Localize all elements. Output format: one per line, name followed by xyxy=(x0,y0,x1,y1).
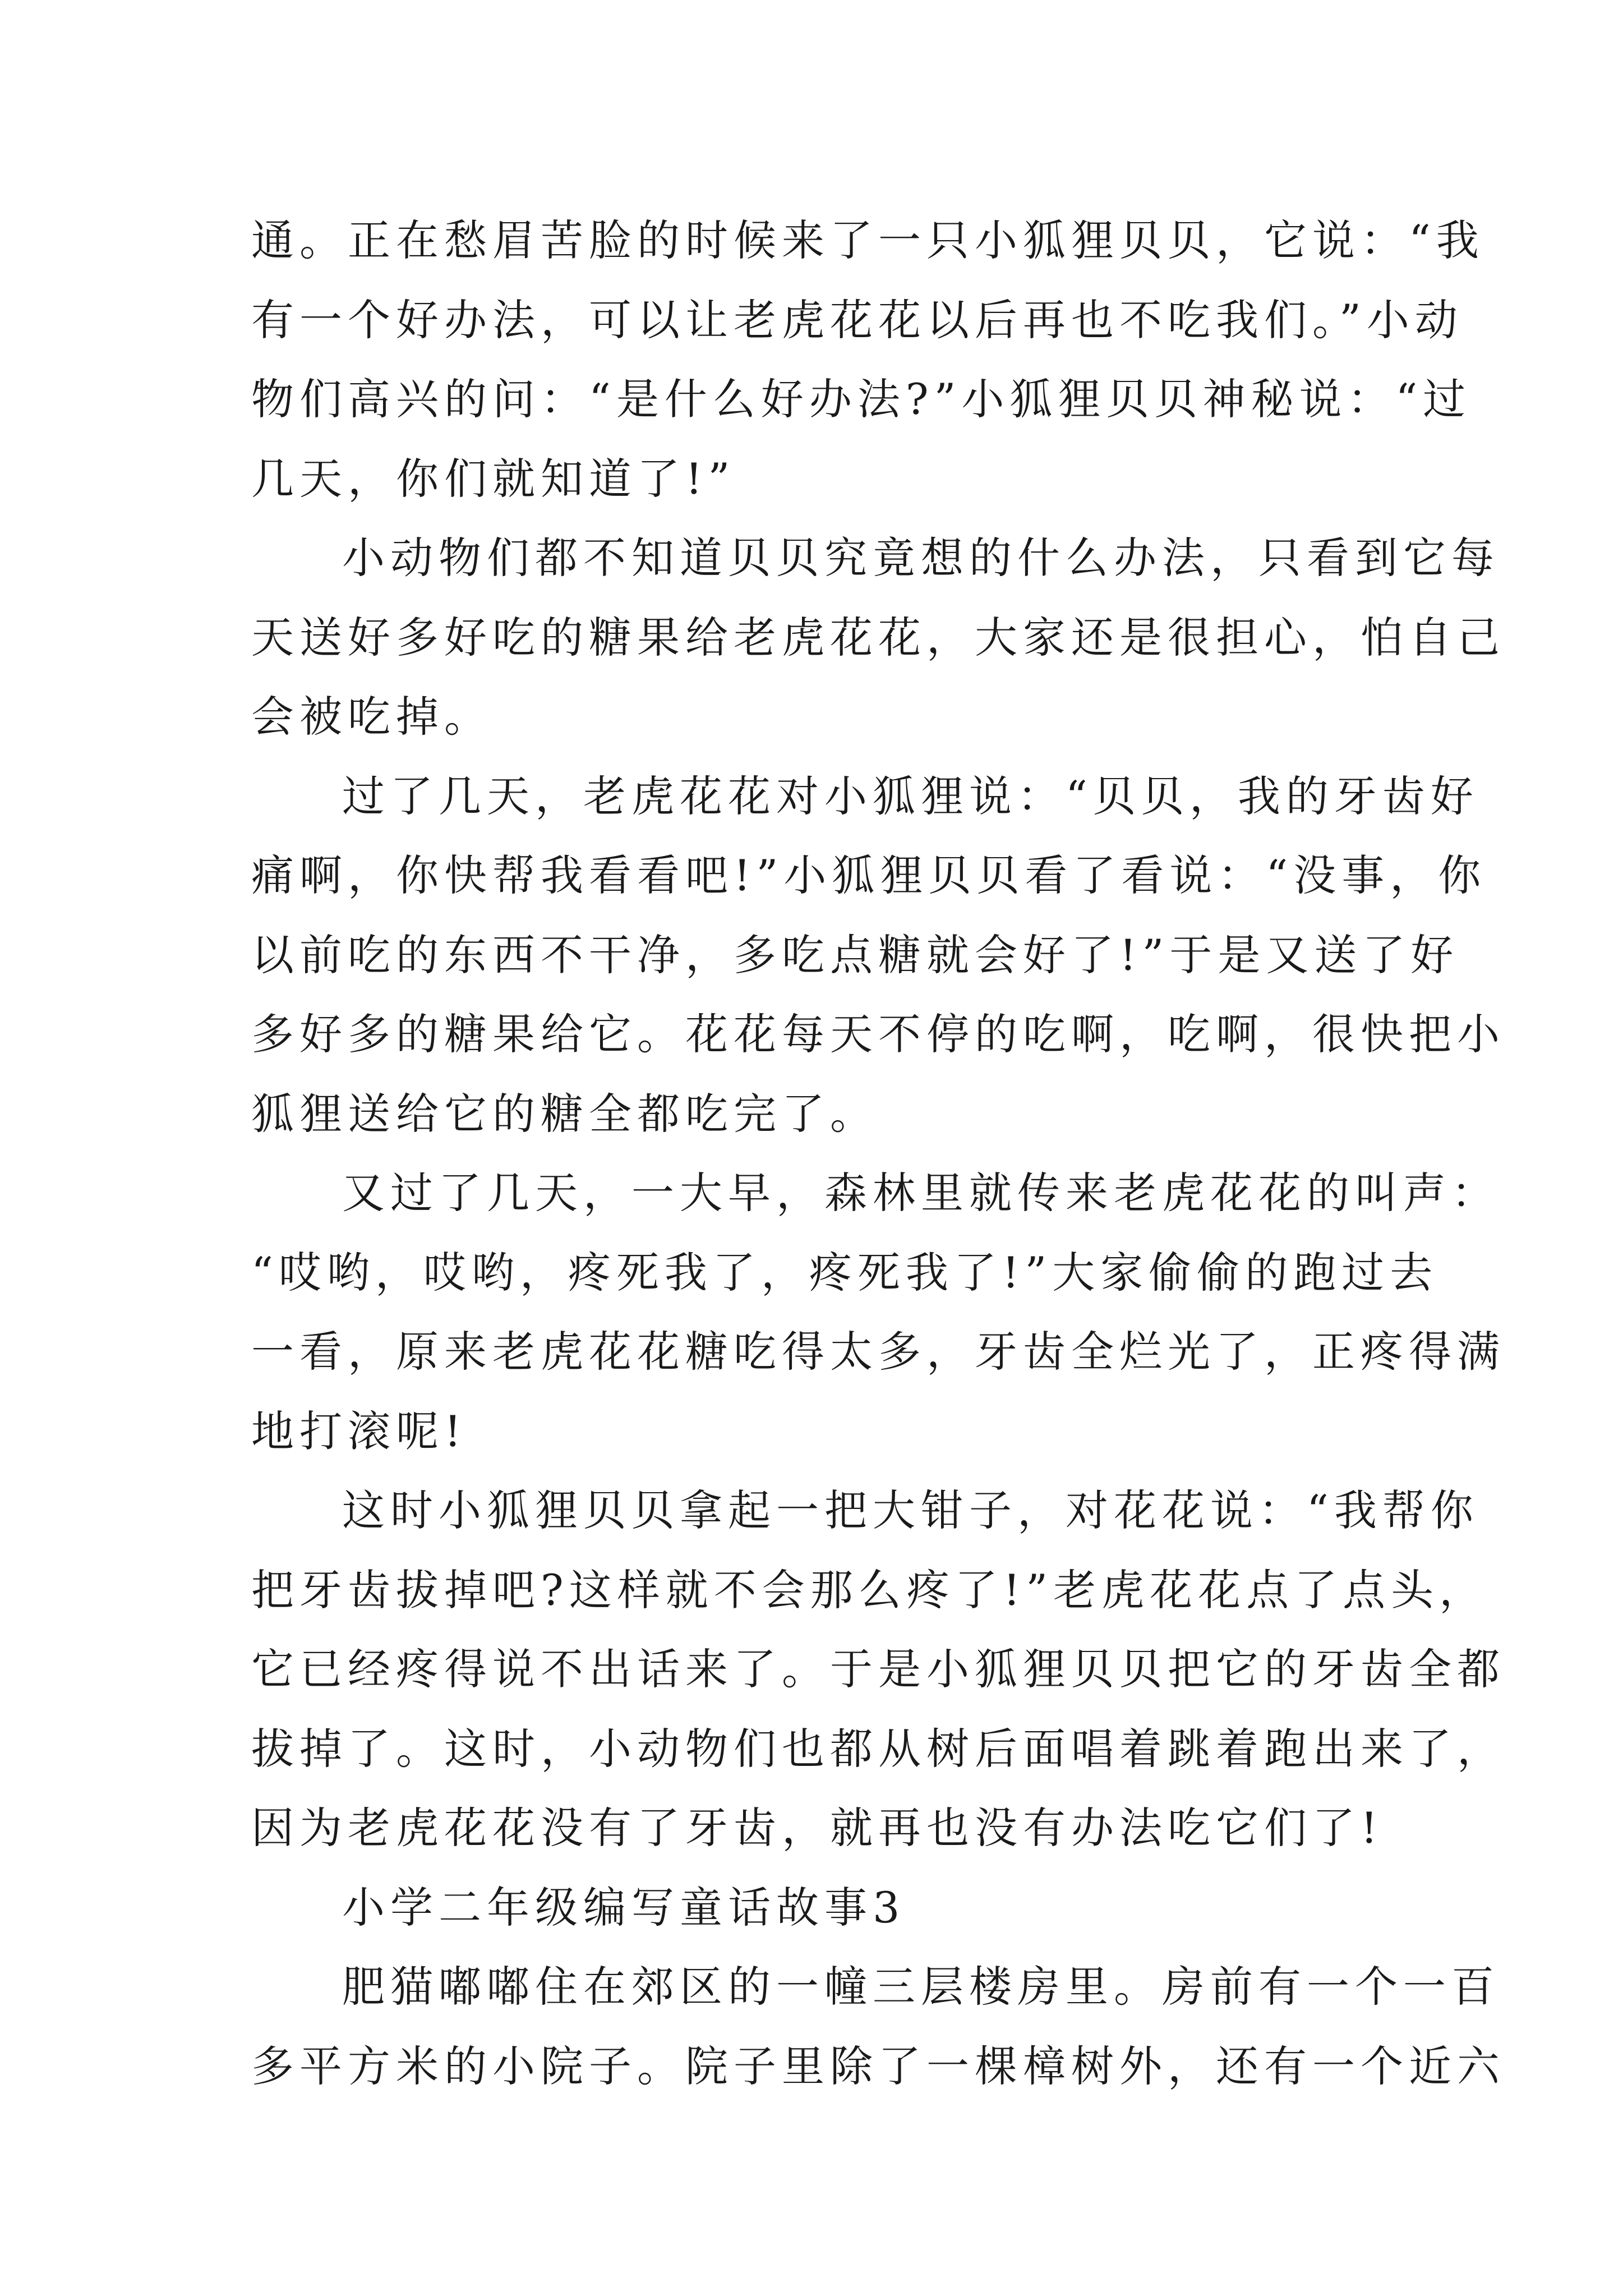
text-line: 把牙齿拔掉吧?这样就不会那么疼了!”老虎花花点了点头， xyxy=(251,1565,1488,1615)
text-line: 通。正在愁眉苦脸的时候来了一只小狐狸贝贝，它说：“我 xyxy=(251,215,1484,265)
paragraph-first-line: 肥猫嘟嘟住在郊区的一幢三层楼房里。房前有一个一百 xyxy=(342,1962,1500,2012)
text-line: 它已经疼得说不出话来了。于是小狐狸贝贝把它的牙齿全都 xyxy=(251,1644,1505,1694)
text-line: 痛啊，你快帮我看看吧!”小狐狸贝贝看了看说：“没事，你 xyxy=(251,850,1487,900)
paragraph-first-line: 过了几天，老虎花花对小狐狸说：“贝贝，我的牙齿好 xyxy=(342,771,1479,821)
text-line: 狐狸送给它的糖全都吃完了。 xyxy=(251,1088,878,1139)
text-line: 多好多的糖果给它。花花每天不停的吃啊，吃啊，很快把小 xyxy=(251,1009,1505,1059)
text-line: 会被吃掉。 xyxy=(251,692,492,742)
paragraph-first-line: 这时小狐狸贝贝拿起一把大钳子，对花花说：“我帮你 xyxy=(342,1485,1479,1535)
paragraph-first-line: 小学二年级编写童话故事3 xyxy=(342,1882,906,1932)
text-line: “哎哟，哎哟，疼死我了，疼死我了!”大家偷偷的跑过去 xyxy=(251,1247,1438,1297)
text-line: 多平方米的小院子。院子里除了一棵樟树外，还有一个近六 xyxy=(251,2041,1505,2091)
text-line: 物们高兴的问：“是什么好办法?”小狐狸贝贝神秘说：“过 xyxy=(251,374,1472,424)
text-line: 天送好多好吃的糖果给老虎花花，大家还是很担心，怕自己 xyxy=(251,612,1505,662)
paragraph-first-line: 又过了几天，一大早，森林里就传来老虎花花的叫声： xyxy=(342,1168,1500,1218)
text-line: 因为老虎花花没有了牙齿，就再也没有办法吃它们了! xyxy=(251,1803,1384,1853)
text-line: 地打滚呢! xyxy=(251,1406,467,1456)
paragraph-first-line: 小动物们都不知道贝贝究竟想的什么办法，只看到它每 xyxy=(342,533,1500,583)
text-line: 几天，你们就知道了!” xyxy=(251,453,736,504)
text-line: 以前吃的东西不干净，多吃点糖就会好了!”于是又送了好 xyxy=(251,930,1459,980)
text-line: 一看，原来老虎花花糖吃得太多，牙齿全烂光了，正疼得满 xyxy=(251,1327,1505,1377)
text-line: 拔掉了。这时，小动物们也都从树后面唱着跳着跑出来了， xyxy=(251,1723,1505,1774)
text-line: 有一个好办法，可以让老虎花花以后再也不吃我们。”小动 xyxy=(251,295,1463,345)
story-text xyxy=(251,201,1505,2106)
